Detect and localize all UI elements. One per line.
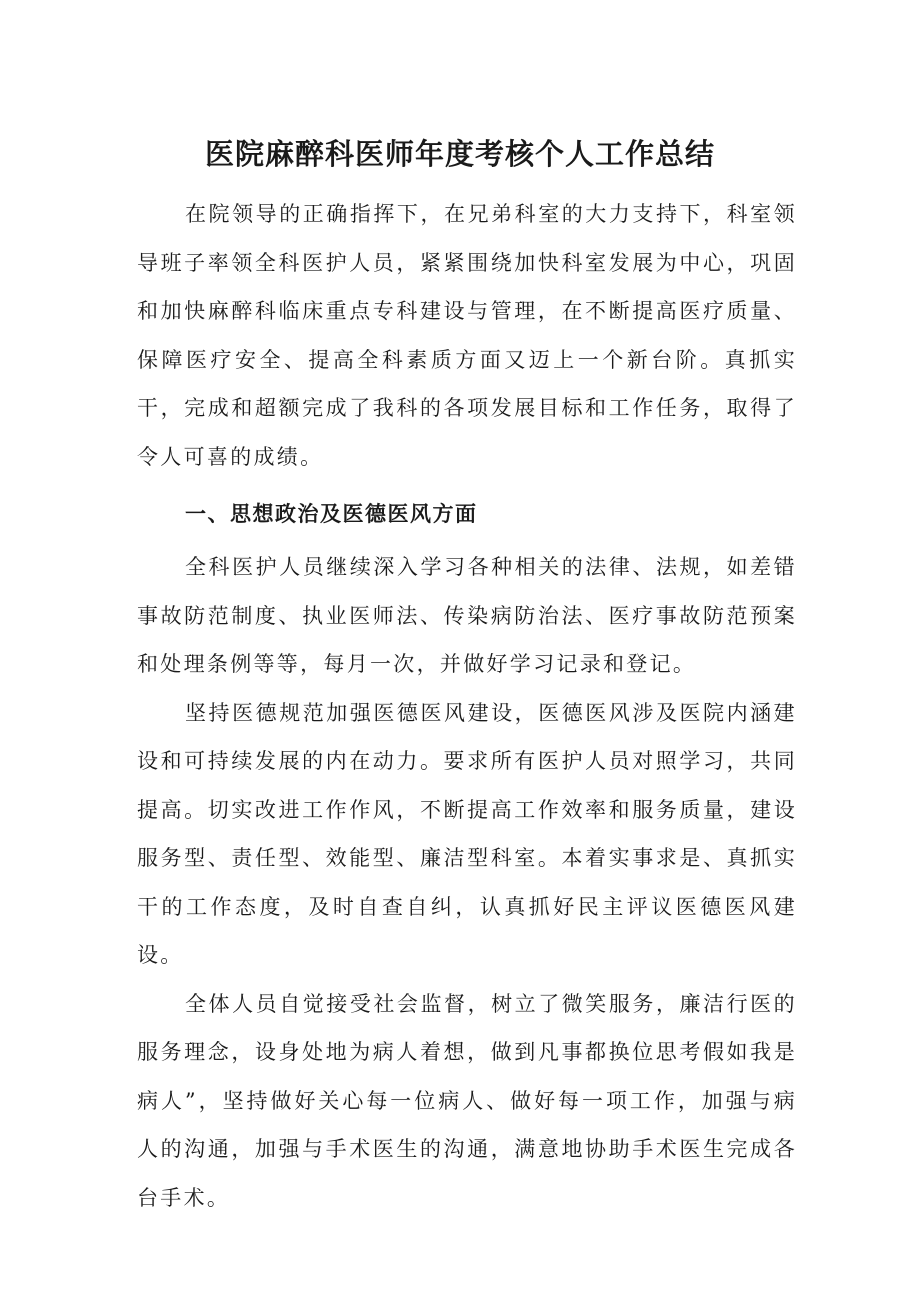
section-paragraph: 全科医护人员继续深入学习各种相关的法律、法规，如差错事故防范制度、执业医师法、传染病防治法、医疗事故防范预案和处理条例等等，每月一次，并做好学习记录和登记。 <box>137 555 797 676</box>
section-paragraph: 全体人员自觉接受社会监督，树立了微笑服务，廉洁行医的服务理念，设身处地为病人着想，做到凡事都换位思考假如我是病人”，坚持做好关心每一位病人、做好每一项工作，加强与病人的沟通，加强与手术医生的沟通，满意地协助手术医生完成各台手术。 <box>137 991 797 1210</box>
document-body <box>137 190 797 1222</box>
document-title: 医院麻醉科医师年度考核个人工作总结 <box>204 137 715 171</box>
section-heading: 一、思想政治及医德医风方面 <box>185 502 478 526</box>
section-paragraph: 坚持医德规范加强医德医风建设，医德医风涉及医院内涵建设和可持续发展的内在动力。要求所有医护人员对照学习，共同提高。切实改进工作作风，不断提高工作效率和服务质量，建设服务型、责任型、效能型、廉洁型科室。本着实事求是、真抓实干的工作态度，及时自查自纠，认真抓好民主评议医德医风建设。 <box>137 700 797 967</box>
intro-paragraph: 在院领导的正确指挥下，在兄弟科室的大力支持下，科室领导班子率领全科医护人员，紧紧围绕加快科室发展为中心，巩固和加快麻醉科临床重点专科建设与管理，在不断提高医疗质量、保障医疗安全、提高全科素质方面又迈上一个新台阶。真抓实干，完成和超额完成了我科的各项发展目标和工作任务，取得了令人可喜的成绩。 <box>137 202 797 469</box>
